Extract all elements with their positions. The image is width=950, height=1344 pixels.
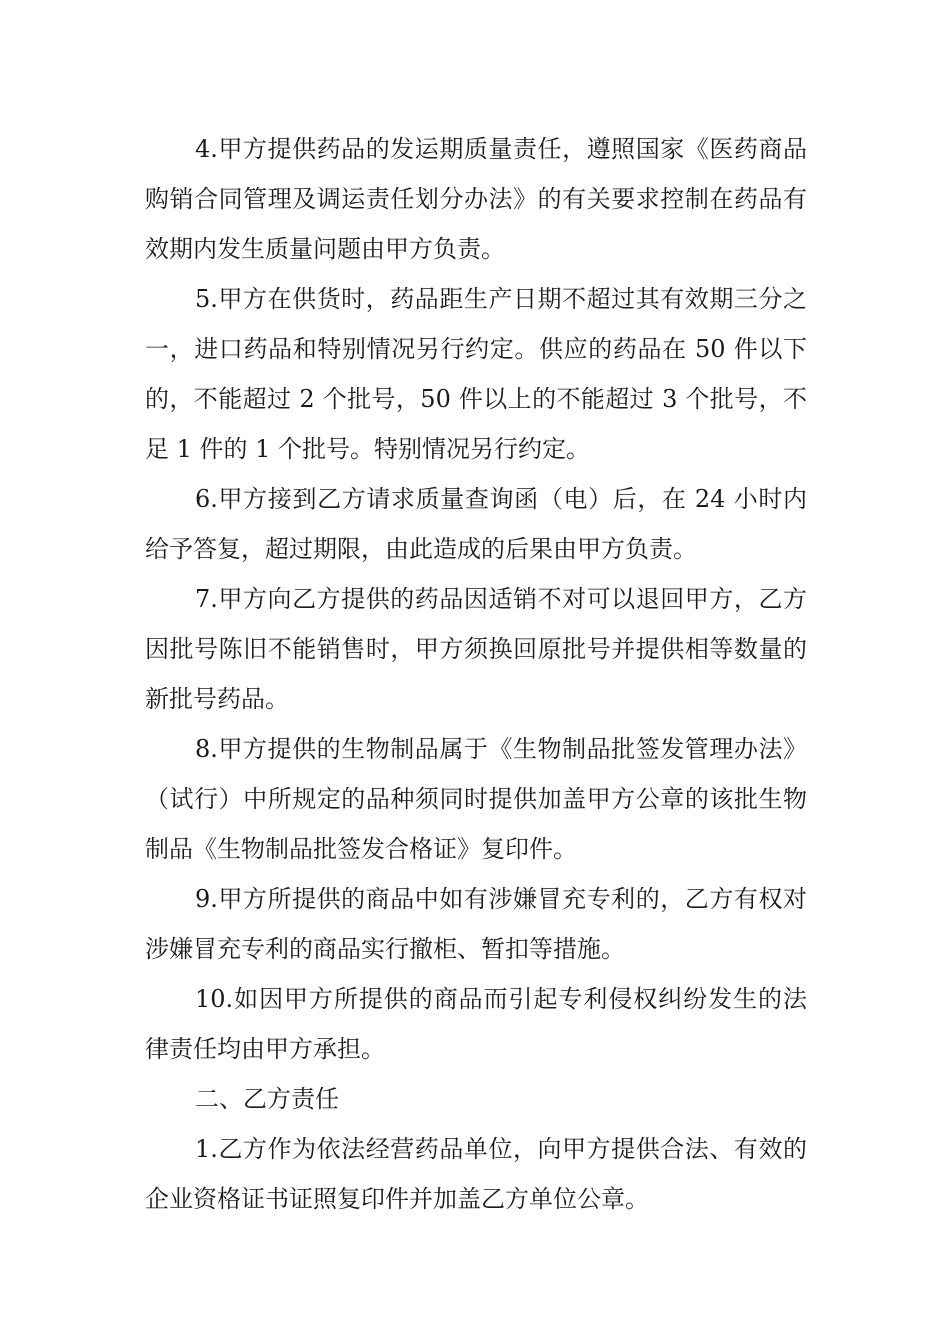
paragraph-4: 4.甲方提供药品的发运期质量责任，遵照国家《医药商品购销合同管理及调运责任划分办法》的有关要求控制在药品有效期内发生质量问题由甲方负责。 (145, 135, 807, 263)
section-heading: 二、乙方责任 (195, 1085, 339, 1113)
paragraph-8: 8.甲方提供的生物制品属于《生物制品批签发管理办法》（试行）中所规定的品种须同时提供加盖甲方公章的该批生物制品《生物制品批签发合格证》复印件。 (145, 735, 807, 863)
paragraph-6: 6.甲方接到乙方请求质量查询函（电）后，在 24 小时内给予答复，超过期限，由此造成的后果由甲方负责。 (145, 485, 807, 563)
paragraph-7: 7.甲方向乙方提供的药品因适销不对可以退回甲方，乙方因批号陈旧不能销售时，甲方须换回原批号并提供相等数量的新批号药品。 (145, 585, 807, 713)
paragraph-10: 10.如因甲方所提供的商品而引起专利侵权纠纷发生的法律责任均由甲方承担。 (145, 985, 807, 1063)
paragraph-9: 9.甲方所提供的商品中如有涉嫌冒充专利的，乙方有权对涉嫌冒充专利的商品实行撤柜、暂扣等措施。 (145, 885, 807, 963)
paragraph-5: 5.甲方在供货时，药品距生产日期不超过其有效期三分之一，进口药品和特别情况另行约定。供应的药品在 50 件以下的，不能超过 2 个批号，50 件以上的不能超过 3 个批号，不足 1 件的 1 个批号。特别情况另行约定。 (145, 285, 807, 463)
document-page (145, 124, 807, 1224)
section-paragraph-1: 1.乙方作为依法经营药品单位，向甲方提供合法、有效的企业资格证书证照复印件并加盖乙方单位公章。 (145, 1135, 807, 1213)
